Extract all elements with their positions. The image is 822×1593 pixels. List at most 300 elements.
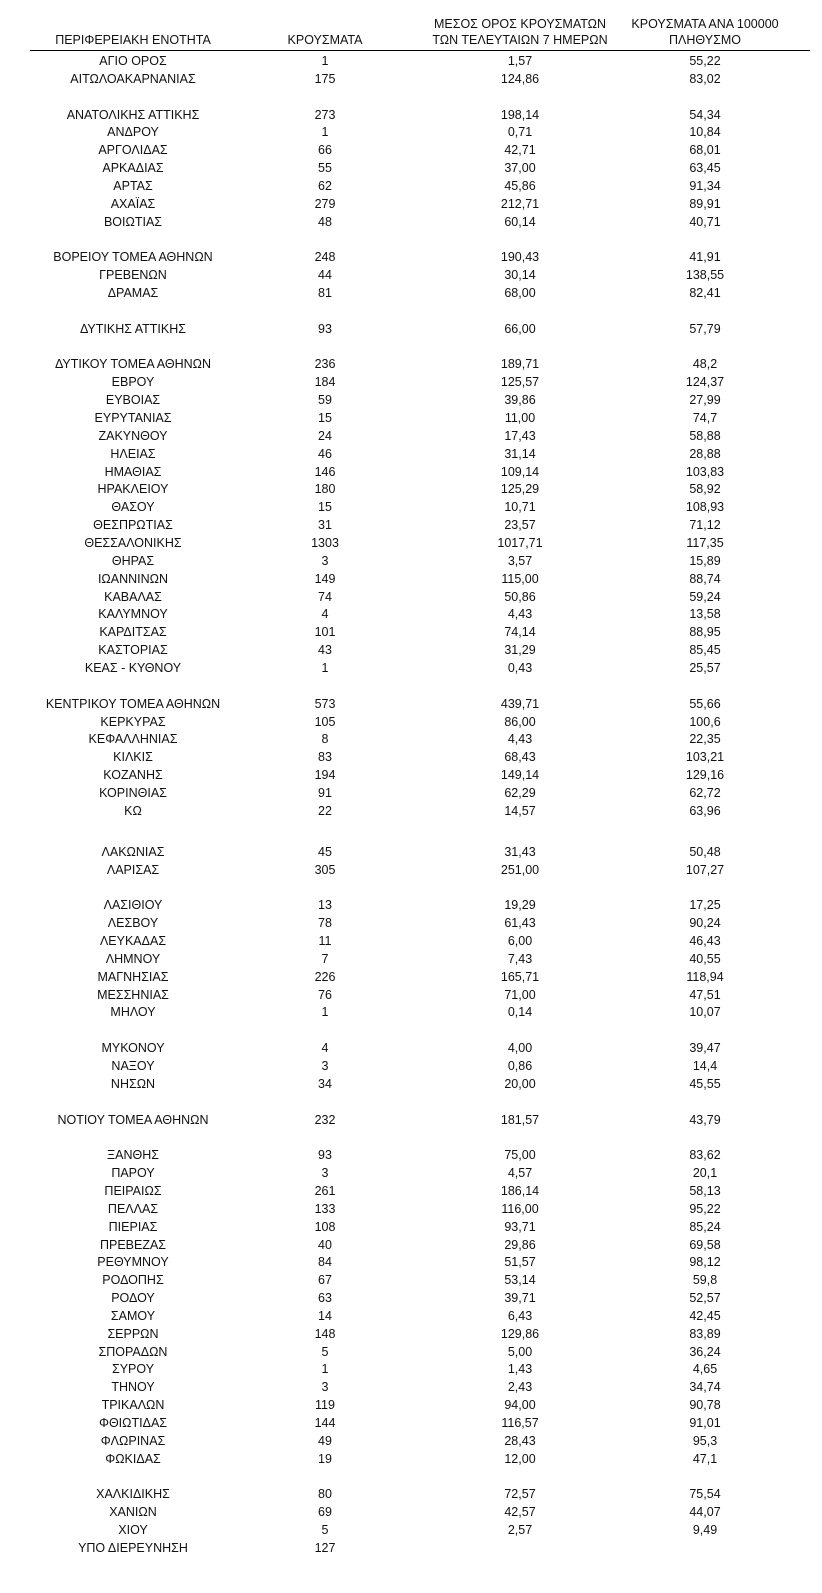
table-row — [0, 1360, 822, 1378]
cell-avg: 11,00 — [504, 411, 536, 425]
cell-cases: 148 — [314, 1326, 336, 1341]
cell-name: ΡΟΔΟΠΗΣ — [102, 1273, 164, 1288]
cell-cases: 8 — [321, 732, 329, 747]
cell-rate: 103,83 — [685, 464, 725, 479]
cell-cases: 144 — [314, 1416, 336, 1430]
cell-rate: 129,16 — [685, 768, 725, 782]
cell-avg: 68,00 — [504, 286, 536, 300]
cell-rate: 44,07 — [689, 1505, 721, 1520]
cell-avg: 30,14 — [504, 268, 536, 283]
cell-name: ΝΑΞΟΥ — [111, 1059, 155, 1073]
cell-cases: 22 — [318, 803, 332, 818]
cell-rate: 91,01 — [689, 1416, 721, 1430]
cell-cases: 101 — [314, 625, 336, 640]
cell-avg: 0,43 — [507, 660, 533, 675]
cell-name: ΚΟΖΑΝΗΣ — [103, 768, 163, 782]
table-row — [0, 266, 822, 284]
table-row — [0, 552, 822, 570]
cell-cases: 119 — [315, 1398, 335, 1413]
cell-name: ΚΑΛΥΜΝΟΥ — [98, 607, 168, 622]
table-row — [0, 1111, 822, 1129]
cell-avg: 19,29 — [504, 898, 536, 913]
cell-avg: 45,86 — [504, 178, 536, 193]
cell-avg: 39,86 — [504, 393, 536, 408]
cell-avg: 75,00 — [504, 1148, 536, 1163]
cell-rate: 47,1 — [692, 1451, 718, 1466]
cell-rate: 85,24 — [689, 1219, 721, 1234]
header-avg-line2: ΤΩΝ ΤΕΛΕΥΤΑΙΩΝ 7 ΗΜΕΡΩΝ — [432, 33, 608, 47]
cell-avg: 124,86 — [500, 71, 540, 86]
cell-cases: 248 — [314, 250, 336, 265]
cell-avg: 4,43 — [507, 607, 533, 622]
cell-rate: 95,22 — [689, 1201, 721, 1216]
table-row — [0, 1450, 822, 1468]
cell-avg: 17,43 — [504, 428, 536, 443]
cell-cases: 43 — [318, 643, 332, 658]
cell-rate: 118,94 — [686, 969, 724, 984]
cell-rate: 34,74 — [689, 1380, 721, 1395]
cell-rate: 15,89 — [689, 553, 721, 568]
table-row — [0, 159, 822, 177]
cell-rate: 63,45 — [689, 161, 721, 176]
cell-name: ΚΑΡΔΙΤΣΑΣ — [99, 625, 167, 640]
cell-name: ΚΕΑΣ - ΚΥΘΝΟΥ — [84, 660, 182, 675]
header-cases: ΚΡΟΥΣΜΑΤΑ — [287, 33, 363, 47]
cell-cases: 184 — [314, 375, 336, 390]
cell-avg: 115,00 — [501, 571, 539, 586]
cell-cases: 40 — [318, 1237, 332, 1252]
table-row — [0, 1432, 822, 1450]
cell-cases: 66 — [318, 143, 332, 158]
cell-cases: 62 — [318, 178, 332, 193]
cell-name: ΜΥΚΟΝΟΥ — [101, 1041, 165, 1056]
cell-avg: 66,00 — [504, 321, 536, 336]
cell-avg: 10,71 — [504, 500, 536, 515]
cell-avg: 72,57 — [504, 1487, 536, 1502]
cell-name: ΛΗΜΝΟΥ — [105, 951, 161, 966]
cell-rate: 83,02 — [689, 71, 721, 86]
cell-name: ΑΧΑΪΑΣ — [110, 196, 156, 211]
cell-cases: 13 — [318, 898, 332, 913]
cell-rate: 71,12 — [689, 518, 721, 533]
table-row — [0, 802, 822, 820]
cell-name: ΒΟΙΩΤΙΑΣ — [103, 214, 163, 229]
cell-cases: 93 — [318, 321, 332, 336]
cell-cases: 19 — [318, 1451, 332, 1466]
table-row — [0, 391, 822, 409]
cell-cases: 63 — [318, 1291, 332, 1305]
table-row — [0, 986, 822, 1004]
cell-avg: 20,00 — [504, 1076, 536, 1091]
cell-cases: 127 — [314, 1540, 336, 1555]
cell-cases: 279 — [314, 196, 336, 211]
table-row — [0, 284, 822, 302]
table-row — [0, 1200, 822, 1218]
table-row — [0, 70, 822, 88]
cell-name: ΘΗΡΑΣ — [111, 553, 155, 568]
cell-avg: 60,14 — [504, 214, 536, 229]
cell-rate: 107,27 — [685, 862, 725, 877]
cell-name: ΣΥΡΟΥ — [111, 1362, 155, 1377]
cell-cases: 55 — [318, 161, 332, 176]
cell-rate: 25,57 — [689, 660, 721, 675]
cell-avg: 116,00 — [501, 1201, 539, 1216]
cell-rate: 117,35 — [686, 536, 724, 550]
cell-cases: 93 — [318, 1148, 332, 1163]
cell-avg: 29,86 — [504, 1237, 536, 1252]
table-row — [0, 1182, 822, 1200]
cell-name: ΠΡΕΒΕΖΑΣ — [99, 1237, 167, 1252]
cell-name: ΘΑΣΟΥ — [111, 500, 155, 515]
cell-avg: 94,00 — [504, 1398, 536, 1413]
table-row — [0, 355, 822, 373]
cell-avg: 165,71 — [500, 969, 540, 984]
cell-cases: 180 — [314, 482, 336, 497]
cell-name: ΠΕΙΡΑΙΩΣ — [104, 1183, 162, 1198]
table-row — [0, 463, 822, 481]
cell-rate: 85,45 — [689, 643, 721, 658]
cell-cases: 1 — [321, 660, 329, 675]
cell-avg: 42,57 — [504, 1505, 536, 1520]
cell-cases: 5 — [321, 1344, 329, 1359]
table-row — [0, 1378, 822, 1396]
table-row — [0, 784, 822, 802]
cell-cases: 84 — [318, 1255, 332, 1270]
cell-name: ΦΩΚΙΔΑΣ — [105, 1451, 161, 1466]
cell-avg: 12,00 — [504, 1451, 536, 1466]
table-row — [0, 123, 822, 141]
cell-name: ΦΛΩΡΙΝΑΣ — [100, 1433, 166, 1448]
cell-name: ΑΡΤΑΣ — [113, 178, 153, 193]
cell-rate: 58,13 — [689, 1183, 721, 1198]
cell-name: ΠΙΕΡΙΑΣ — [108, 1219, 158, 1234]
table-row — [0, 409, 822, 427]
cell-name: ΑΝΔΡΟΥ — [107, 125, 159, 140]
table-row — [0, 1236, 822, 1254]
cell-name: ΚΑΣΤΟΡΙΑΣ — [98, 643, 168, 658]
cell-rate: 74,7 — [692, 411, 718, 425]
cell-name: ΥΠΟ ΔΙΕΡΕΥΝΗΣΗ — [78, 1540, 188, 1555]
cell-name: ΛΑΡΙΣΑΣ — [106, 862, 160, 877]
table-row — [0, 320, 822, 338]
cell-rate: 28,88 — [689, 446, 721, 461]
cell-avg: 189,71 — [500, 357, 540, 372]
cell-name: ΚΟΡΙΝΘΙΑΣ — [99, 785, 167, 800]
cell-avg: 0,86 — [507, 1059, 533, 1073]
table-row — [0, 605, 822, 623]
cell-name: ΕΒΡΟΥ — [111, 375, 155, 390]
cell-name: ΠΕΛΛΑΣ — [107, 1201, 159, 1216]
cell-name: ΖΑΚΥΝΘΟΥ — [98, 428, 168, 443]
cell-name: ΡΕΘΥΜΝΟΥ — [97, 1255, 169, 1270]
cell-cases: 108 — [314, 1219, 336, 1234]
table-row — [0, 843, 822, 861]
cell-rate: 22,35 — [689, 732, 721, 747]
table-row — [0, 713, 822, 731]
cell-cases: 69 — [318, 1505, 332, 1520]
cell-name: ΦΘΙΩΤΙΔΑΣ — [98, 1416, 168, 1430]
cell-avg: 4,00 — [507, 1041, 533, 1056]
cell-cases: 48 — [318, 214, 332, 229]
cell-rate: 58,92 — [689, 482, 721, 497]
cell-name: ΑΙΤΩΛΟΑΚΑΡΝΑΝΙΑΣ — [70, 71, 196, 86]
table-row — [0, 896, 822, 914]
cell-avg: 186,14 — [500, 1183, 540, 1198]
cell-cases: 91 — [318, 785, 332, 800]
cell-avg: 439,71 — [500, 696, 540, 711]
cell-rate: 10,07 — [689, 1005, 721, 1020]
table-row — [0, 195, 822, 213]
table-row — [0, 1289, 822, 1307]
cell-rate: 75,54 — [689, 1487, 721, 1502]
table-row — [0, 641, 822, 659]
cell-rate: 50,48 — [689, 844, 721, 859]
cell-avg: 62,29 — [504, 785, 536, 800]
cell-rate: 40,71 — [689, 214, 721, 229]
table-row — [0, 427, 822, 445]
cell-avg: 116,57 — [501, 1416, 539, 1430]
cell-rate: 39,47 — [689, 1041, 721, 1056]
cell-rate: 82,41 — [689, 286, 721, 300]
cell-cases: 24 — [318, 428, 332, 443]
cell-avg: 6,00 — [507, 934, 533, 948]
cell-rate: 27,99 — [689, 393, 721, 408]
cell-cases: 78 — [318, 916, 332, 931]
cell-avg: 42,71 — [504, 143, 536, 158]
cell-avg: 3,57 — [507, 553, 533, 568]
cell-name: ΣΠΟΡΑΔΩΝ — [98, 1344, 168, 1359]
cell-rate: 55,22 — [689, 54, 721, 68]
header-rate-line2: ΠΛΗΘΥΣΜΟ — [669, 33, 741, 47]
cell-name: ΧΙΟΥ — [118, 1523, 148, 1538]
cell-cases: 14 — [318, 1308, 332, 1323]
cell-cases: 149 — [314, 571, 336, 586]
cell-rate: 98,12 — [689, 1255, 721, 1270]
cell-name: ΜΗΛΟΥ — [110, 1005, 156, 1020]
cell-name: ΚΩ — [124, 803, 142, 818]
cell-avg: 129,86 — [500, 1326, 540, 1341]
cell-name: ΙΩΑΝΝΙΝΩΝ — [97, 571, 169, 586]
cell-rate: 62,72 — [689, 785, 721, 800]
cell-cases: 305 — [314, 862, 336, 877]
cell-avg: 31,29 — [504, 643, 536, 658]
cell-rate: 138,55 — [685, 268, 725, 283]
table-row — [0, 570, 822, 588]
cell-rate: 13,58 — [689, 607, 721, 622]
table-row — [0, 1253, 822, 1271]
cell-rate: 90,24 — [689, 916, 721, 931]
table-row — [0, 1343, 822, 1361]
cell-rate: 57,79 — [689, 321, 721, 336]
table-row — [0, 177, 822, 195]
table-row — [0, 52, 822, 70]
cell-name: ΘΕΣΣΑΛΟΝΙΚΗΣ — [84, 536, 182, 550]
cell-avg: 50,86 — [504, 589, 536, 604]
cell-cases: 31 — [318, 518, 332, 533]
cell-avg: 39,71 — [504, 1291, 536, 1305]
cell-cases: 11 — [318, 934, 332, 948]
cell-cases: 46 — [318, 446, 332, 461]
table-row — [0, 588, 822, 606]
cell-cases: 3 — [321, 553, 329, 568]
table-row — [0, 1271, 822, 1289]
cell-name: ΝΗΣΩΝ — [110, 1076, 156, 1091]
cell-cases: 573 — [314, 696, 336, 711]
table-row — [0, 766, 822, 784]
cell-name: ΛΕΣΒΟΥ — [107, 916, 159, 931]
cell-avg: 190,43 — [500, 250, 540, 265]
cell-name: ΞΑΝΘΗΣ — [107, 1148, 159, 1163]
cell-name: ΘΕΣΠΡΩΤΙΑΣ — [93, 518, 173, 533]
cell-name: ΑΓΙΟ ΟΡΟΣ — [99, 54, 167, 68]
table-row — [0, 1003, 822, 1021]
cell-avg: 1,43 — [507, 1362, 533, 1377]
cell-cases: 59 — [318, 393, 332, 408]
table-row — [0, 695, 822, 713]
cell-cases: 133 — [314, 1201, 336, 1216]
table-row — [0, 1325, 822, 1343]
table-row — [0, 1396, 822, 1414]
cell-rate: 14,4 — [692, 1059, 718, 1073]
table-row — [0, 106, 822, 124]
table-row — [0, 1057, 822, 1075]
cell-avg: 28,43 — [504, 1433, 536, 1448]
cell-avg: 61,43 — [504, 916, 536, 931]
cell-avg: 51,57 — [504, 1255, 536, 1270]
table-row — [0, 623, 822, 641]
cell-name: ΒΟΡΕΙΟΥ ΤΟΜΕΑ ΑΘΗΝΩΝ — [53, 250, 213, 265]
cell-cases: 44 — [318, 268, 332, 283]
cell-cases: 83 — [318, 750, 332, 765]
cell-rate: 4,65 — [692, 1362, 718, 1377]
cell-name: ΣΑΜΟΥ — [110, 1308, 156, 1323]
cell-cases: 67 — [318, 1273, 332, 1288]
cell-avg: 1,57 — [507, 54, 533, 68]
cell-name: ΜΕΣΣΗΝΙΑΣ — [97, 987, 169, 1002]
table-row — [0, 968, 822, 986]
table-row — [0, 932, 822, 950]
cell-name: ΑΝΑΤΟΛΙΚΗΣ ΑΤΤΙΚΗΣ — [66, 107, 200, 122]
cell-avg: 198,14 — [500, 107, 540, 122]
cell-rate: 88,74 — [689, 571, 721, 586]
table-row — [0, 1039, 822, 1057]
cell-cases: 1 — [321, 1005, 329, 1020]
cell-cases: 146 — [314, 464, 336, 479]
cell-name: ΑΡΓΟΛΙΔΑΣ — [98, 143, 168, 158]
table-row — [0, 480, 822, 498]
cell-rate: 9,49 — [692, 1523, 718, 1538]
cell-rate: 46,43 — [689, 934, 721, 948]
cell-name: ΣΕΡΡΩΝ — [107, 1326, 159, 1341]
table-row — [0, 248, 822, 266]
cell-avg: 53,14 — [504, 1273, 536, 1288]
cell-avg: 5,00 — [507, 1344, 533, 1359]
cell-cases: 74 — [318, 589, 332, 604]
header-rate-per-100000 — [610, 16, 800, 48]
cell-rate: 36,24 — [689, 1344, 721, 1359]
cell-name: ΛΑΚΩΝΙΑΣ — [101, 844, 165, 859]
cell-rate: 17,25 — [689, 898, 721, 913]
cell-rate: 88,95 — [689, 625, 721, 640]
cell-rate: 69,58 — [689, 1237, 721, 1252]
cell-rate: 90,78 — [689, 1398, 721, 1413]
cell-rate: 47,51 — [689, 987, 721, 1002]
cell-rate: 20,1 — [692, 1166, 718, 1181]
cell-name: ΛΕΥΚΑΔΑΣ — [99, 934, 167, 948]
cell-avg: 1017,71 — [497, 536, 543, 550]
cell-rate: 124,37 — [685, 375, 725, 390]
cell-cases: 15 — [318, 500, 332, 515]
cell-name: ΑΡΚΑΔΙΑΣ — [102, 161, 164, 176]
cell-name: ΚΑΒΑΛΑΣ — [104, 589, 162, 604]
cell-avg: 125,57 — [500, 375, 540, 390]
cell-cases: 76 — [318, 987, 332, 1002]
cell-rate: 89,91 — [689, 196, 721, 211]
cell-cases: 15 — [318, 411, 332, 425]
table-row — [0, 516, 822, 534]
cell-cases: 175 — [314, 71, 336, 86]
cell-cases: 226 — [314, 969, 336, 984]
table-row — [0, 373, 822, 391]
cell-avg: 74,14 — [504, 625, 536, 640]
table-row — [0, 1164, 822, 1182]
cell-name: ΛΑΣΙΘΙΟΥ — [103, 898, 163, 913]
cell-cases: 3 — [321, 1380, 329, 1395]
table-row — [0, 1414, 822, 1432]
cell-rate: 43,79 — [689, 1112, 721, 1127]
cell-cases: 273 — [314, 107, 336, 122]
cell-name: ΗΛΕΙΑΣ — [110, 446, 156, 461]
table-row — [0, 445, 822, 463]
table-row — [0, 1146, 822, 1164]
cell-name: ΗΡΑΚΛΕΙΟΥ — [97, 482, 169, 497]
cell-cases: 194 — [314, 768, 336, 782]
cell-cases: 49 — [318, 1433, 332, 1448]
cell-avg: 31,43 — [504, 844, 536, 859]
cell-avg: 4,43 — [507, 732, 533, 747]
cell-rate: 103,21 — [685, 750, 725, 765]
cell-name: ΧΑΝΙΩΝ — [109, 1505, 157, 1520]
cell-name: ΔΥΤΙΚΟΥ ΤΟΜΕΑ ΑΘΗΝΩΝ — [54, 357, 212, 372]
cell-rate: 48,2 — [692, 357, 718, 372]
cell-cases: 1 — [321, 1362, 329, 1377]
cell-cases: 4 — [321, 607, 329, 622]
cell-avg: 37,00 — [504, 161, 536, 176]
cell-name: ΡΟΔΟΥ — [111, 1291, 155, 1305]
cell-rate: 59,8 — [692, 1273, 718, 1288]
cell-avg: 86,00 — [504, 714, 536, 729]
cell-avg: 14,57 — [504, 803, 536, 818]
cell-cases: 34 — [318, 1076, 332, 1091]
cell-avg: 125,29 — [500, 482, 540, 497]
cell-rate: 10,84 — [689, 125, 721, 140]
header-rule — [30, 50, 810, 51]
cell-avg: 7,43 — [507, 951, 533, 966]
cell-cases: 1303 — [311, 536, 339, 550]
table-row — [0, 498, 822, 516]
cell-cases: 3 — [321, 1059, 329, 1073]
cell-avg: 23,57 — [504, 518, 536, 533]
cell-avg: 71,00 — [504, 987, 536, 1002]
table-row — [0, 141, 822, 159]
cell-cases: 7 — [321, 951, 329, 966]
header-rate-line1: ΚΡΟΥΣΜΑΤΑ ΑΝΑ 100000 — [631, 17, 779, 31]
cell-name: ΓΡΕΒΕΝΩΝ — [99, 268, 167, 283]
cell-avg: 0,14 — [507, 1005, 533, 1020]
table-row — [0, 1539, 822, 1557]
cell-name: ΜΑΓΝΗΣΙΑΣ — [97, 969, 169, 984]
cell-rate: 83,62 — [689, 1148, 721, 1163]
